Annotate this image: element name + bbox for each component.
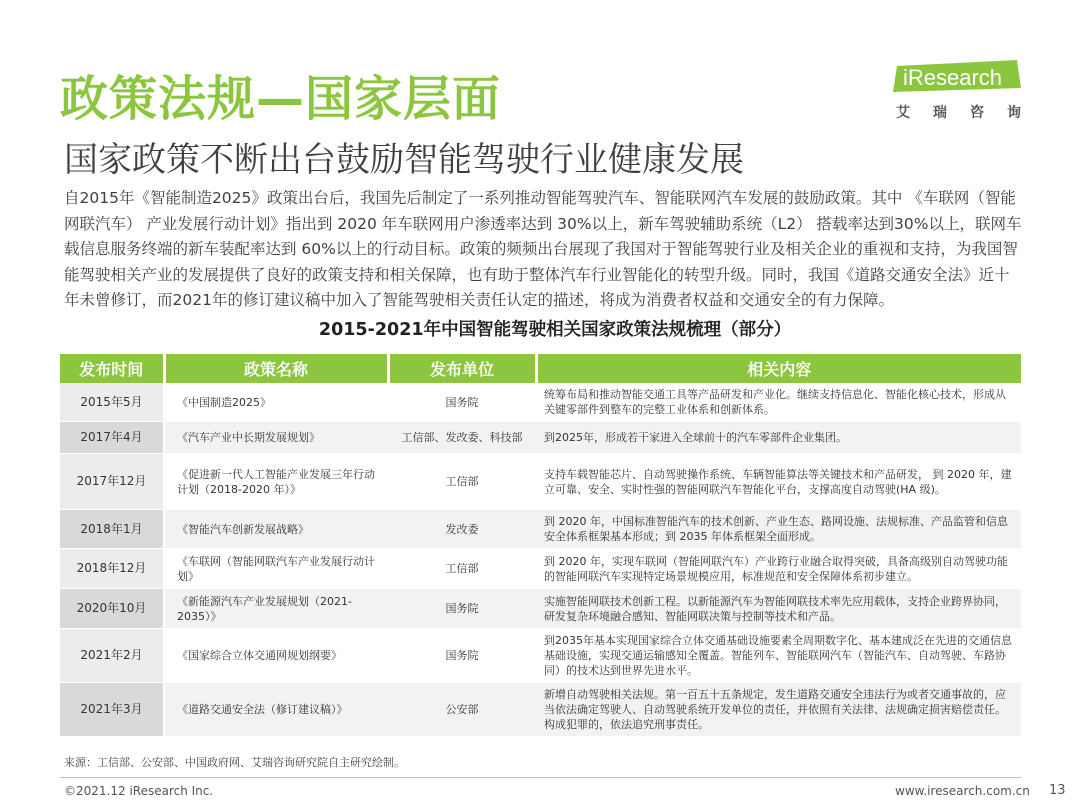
header-policy-name: 政策名称 [164, 354, 388, 383]
logo-char: 询 [1007, 105, 1021, 121]
logo-char: 瑞 [933, 105, 947, 121]
footer-divider [60, 777, 1021, 778]
svg-text:iResearch: iResearch [903, 65, 1003, 90]
cell-date: 2021年2月 [60, 629, 164, 683]
intro-paragraph: 自2015年《智能制造2025》政策出台后，我国先后制定了一系列推动智能驾驶汽车、智能联网汽车发展的鼓励政策。其中 《车联网（智能网联汽车） 产业发展行动计划》指出到 2020 年车联网用户渗透率达到 30%以上，新车驾驶辅助系统（L2） 搭载率达到30%以上，联网车载信息服务终端的新车装配率达到 60%以上的行动目标。政策的频频出台展现了我国对于智能驾驶行业及相关企业的重视和支持，为我国智能驾驶相关产业的发展提供了良好的政策支持和相关保障，也有助于整体汽车行业智能化的转型升级。同时，我国《道路交通安全法》近十年未曾修订，而2021年的修订建议稿中加入了智能驾驶相关责任认定的描述，将成为消费者权益和交通安全的有力保障。 [64, 189, 1022, 309]
cell-content: 实施智能网联技术创新工程。以新能源汽车为智能网联技术率先应用载体，支持企业跨界协同，研发复杂环境融合感知、智能网联决策与控制等技术和产品。 [536, 589, 1021, 629]
cell-date: 2015年5月 [60, 383, 164, 422]
iresearch-logo [893, 58, 1028, 122]
cell-content: 到 2020 年，中国标准智能汽车的技术创新、产业生态、路网设施、法规标准、产品监管和信息安全体系框架基本形成；到 2035 年体系框架全面形成。 [536, 510, 1021, 549]
cell-content: 新增自动驾驶相关法规。第一百五十五条规定，发生道路交通安全违法行为或者交通事故的，应当依法确定驾驶人、自动驾驶系统开发单位的责任，并依照有关法律、法规确定损害赔偿责任。构成犯罪的，依法追究刑事责任。 [536, 683, 1021, 737]
table-row [60, 510, 1021, 549]
cell-policy-name: 《新能源汽车产业发展规划（2021-2035）》 [164, 589, 388, 629]
table-row [60, 589, 1021, 629]
table-row [60, 454, 1021, 510]
policy-table [60, 354, 1021, 737]
logo-char: 艾 [896, 105, 910, 121]
cell-content: 到 2020 年，实现车联网（智能网联汽车）产业跨行业融合取得突破，具备高级别自动驾驶功能的智能网联汽车实现特定场景规模应用，标准规范和安全保障体系初步建立。 [536, 549, 1021, 589]
cell-issuer: 国务院 [388, 589, 536, 629]
cell-date: 2018年1月 [60, 510, 164, 549]
iresearch-logo-mark [893, 58, 1021, 94]
cell-policy-name: 《中国制造2025》 [164, 383, 388, 422]
page-subtitle: 国家政策不断出台鼓励智能驾驶行业健康发展 [64, 140, 744, 180]
page-number: 13 [1049, 783, 1066, 798]
cell-issuer: 工信部、发改委、科技部 [388, 422, 536, 454]
header-content: 相关内容 [536, 354, 1021, 383]
cell-date: 2018年12月 [60, 549, 164, 589]
cell-policy-name: 《道路交通安全法（修订建议稿）》 [164, 683, 388, 737]
cell-policy-name: 《国家综合立体交通网规划纲要》 [164, 629, 388, 683]
cell-date: 2017年4月 [60, 422, 164, 454]
cell-issuer: 发改委 [388, 510, 536, 549]
table-header-row [60, 354, 1021, 383]
cell-date: 2020年10月 [60, 589, 164, 629]
source-note: 来源：工信部、公安部、中国政府网、艾瑞咨询研究院自主研究绘制。 [64, 756, 405, 769]
logo-subtitle [896, 102, 1021, 122]
cell-issuer: 工信部 [388, 454, 536, 510]
page-title: 政策法规—国家层面 [60, 71, 502, 127]
table-row [60, 383, 1021, 422]
copyright: ©2021.12 iResearch Inc. [64, 784, 214, 798]
cell-issuer: 国务院 [388, 383, 536, 422]
cell-policy-name: 《智能汽车创新发展战略》 [164, 510, 388, 549]
cell-issuer: 国务院 [388, 629, 536, 683]
cell-content: 到2025年，形成若干家进入全球前十的汽车零部件企业集团。 [536, 422, 1021, 454]
header-issuer: 发布单位 [388, 354, 536, 383]
website-link[interactable]: www.iresearch.com.cn [895, 784, 1030, 798]
cell-issuer: 公安部 [388, 683, 536, 737]
cell-issuer: 工信部 [388, 549, 536, 589]
table-row [60, 422, 1021, 454]
header-date: 发布时间 [60, 354, 164, 383]
cell-date: 2021年3月 [60, 683, 164, 737]
cell-content: 统筹布局和推动智能交通工具等产品研发和产业化。继续支持信息化、智能化核心技术，形成从关键零部件到整车的完整工业体系和创新体系。 [536, 383, 1021, 422]
table-title: 2015-2021年中国智能驾驶相关国家政策法规梳理（部分） [318, 320, 792, 340]
cell-policy-name: 《车联网（智能网联汽车产业发展行动计划》 [164, 549, 388, 589]
table-row [60, 683, 1021, 737]
logo-char: 咨 [970, 105, 984, 121]
cell-content: 到2035年基本实现国家综合立体交通基础设施要素全周期数字化、基本建成泛在先进的交通信息基础设施，实现交通运输感知全覆盖。智能列车、智能联网汽车（智能汽车、自动驾驶、车路协同）的技术达到世界先进水平。 [536, 629, 1021, 683]
cell-policy-name: 《促进新一代人工智能产业发展三年行动计划（2018-2020 年）》 [164, 454, 388, 510]
table-row [60, 549, 1021, 589]
table-row [60, 629, 1021, 683]
cell-date: 2017年12月 [60, 454, 164, 510]
cell-policy-name: 《汽车产业中长期发展规划》 [164, 422, 388, 454]
cell-content: 支持车载智能芯片、自动驾驶操作系统、车辆智能算法等关键技术和产品研发， 到 2020 年，建立可靠、安全、实时性强的智能网联汽车智能化平台，支撑高度自动驾驶(HA 级)。 [536, 454, 1021, 510]
